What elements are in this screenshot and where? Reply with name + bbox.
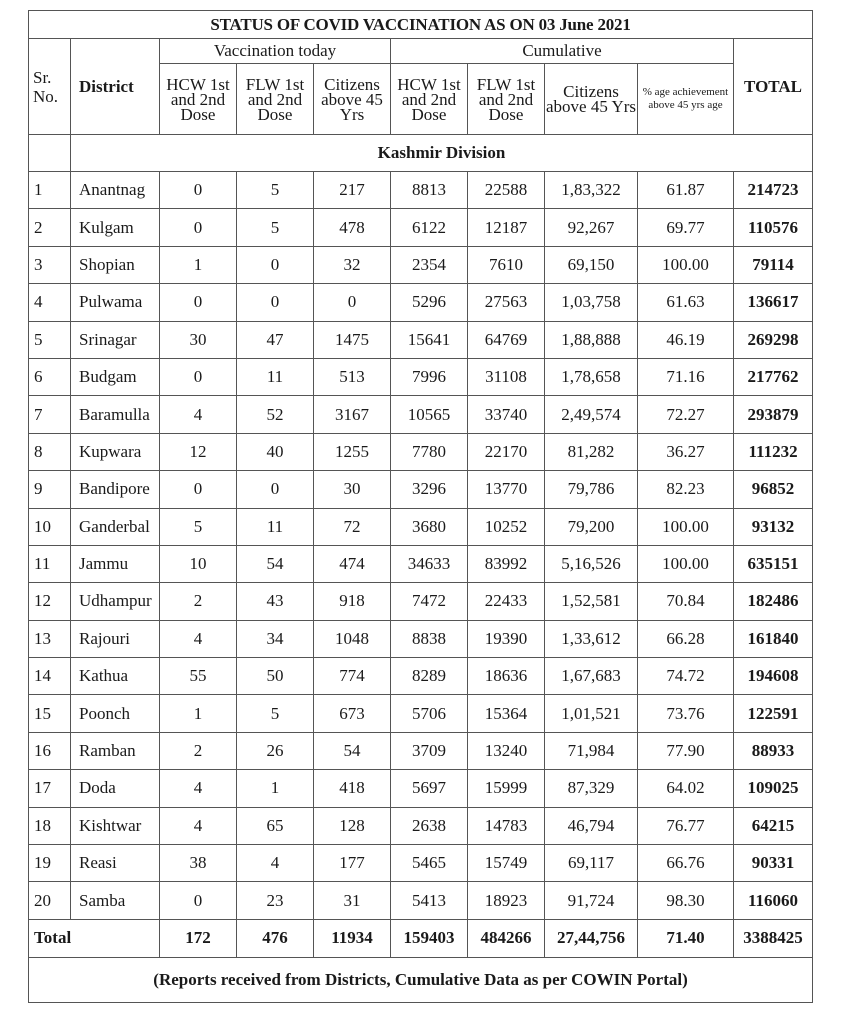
- cum-pct-cell: 36.27: [638, 433, 734, 470]
- cum-flw-cell: 31108: [468, 358, 545, 395]
- sr-no-cell: 6: [29, 358, 71, 395]
- total-cell: 269298: [734, 321, 813, 358]
- today-flw-cell: 23: [237, 882, 314, 919]
- sr-no-cell: 3: [29, 246, 71, 283]
- sr-no-cell: 1: [29, 172, 71, 209]
- today-flw-cell: 5: [237, 172, 314, 209]
- today-flw-header: FLW 1st and 2nd Dose: [237, 64, 314, 135]
- cum-flw-header: FLW 1st and 2nd Dose: [468, 64, 545, 135]
- cum-flw-cell: 33740: [468, 396, 545, 433]
- cum-hcw-cell: 7996: [391, 358, 468, 395]
- cum-citizens-cell: 1,67,683: [545, 658, 638, 695]
- district-cell: Bandipore: [71, 471, 160, 508]
- district-cell: Budgam: [71, 358, 160, 395]
- cum-pct-header: % age achievement above 45 yrs age: [638, 64, 734, 135]
- today-citizens-cell: 474: [314, 545, 391, 582]
- today-hcw-cell: 0: [160, 358, 237, 395]
- today-citizens-cell: 3167: [314, 396, 391, 433]
- today-hcw-cell: 4: [160, 807, 237, 844]
- division-label: Kashmir Division: [71, 135, 813, 172]
- cum-citizens-cell: 1,78,658: [545, 358, 638, 395]
- table-row: [29, 396, 813, 433]
- cum-hcw-cell: 5296: [391, 284, 468, 321]
- cum-flw-cell: 22433: [468, 583, 545, 620]
- cum-citizens-cell: 46,794: [545, 807, 638, 844]
- vaccination-today-header: Vaccination today: [160, 39, 391, 64]
- today-citizens-cell: 30: [314, 471, 391, 508]
- total-today-hcw-cell: 172: [160, 919, 237, 957]
- today-citizens-cell: 217: [314, 172, 391, 209]
- today-citizens-cell: 177: [314, 845, 391, 882]
- division-blank-cell: [29, 135, 71, 172]
- total-cell: 90331: [734, 845, 813, 882]
- cum-citizens-cell: 1,01,521: [545, 695, 638, 732]
- cum-flw-cell: 27563: [468, 284, 545, 321]
- today-flw-cell: 26: [237, 732, 314, 769]
- today-hcw-cell: 2: [160, 583, 237, 620]
- today-flw-cell: 50: [237, 658, 314, 695]
- cum-flw-cell: 13770: [468, 471, 545, 508]
- cum-citizens-cell: 81,282: [545, 433, 638, 470]
- cum-hcw-cell: 7780: [391, 433, 468, 470]
- today-citizens-cell: 513: [314, 358, 391, 395]
- district-cell: Poonch: [71, 695, 160, 732]
- district-cell: Udhampur: [71, 583, 160, 620]
- today-hcw-cell: 4: [160, 620, 237, 657]
- cum-pct-cell: 100.00: [638, 545, 734, 582]
- today-citizens-cell: 72: [314, 508, 391, 545]
- total-cell: 96852: [734, 471, 813, 508]
- cum-citizens-cell: 92,267: [545, 209, 638, 246]
- cum-hcw-cell: 2354: [391, 246, 468, 283]
- sr-no-cell: 20: [29, 882, 71, 919]
- cum-citizens-cell: 69,117: [545, 845, 638, 882]
- table-row: [29, 583, 813, 620]
- cum-hcw-cell: 5697: [391, 770, 468, 807]
- sr-no-cell: 13: [29, 620, 71, 657]
- today-hcw-cell: 0: [160, 882, 237, 919]
- total-cum-citizens-cell: 27,44,756: [545, 919, 638, 957]
- cum-hcw-cell: 8838: [391, 620, 468, 657]
- cum-hcw-cell: 34633: [391, 545, 468, 582]
- today-flw-cell: 11: [237, 508, 314, 545]
- total-cell: 161840: [734, 620, 813, 657]
- district-cell: Rajouri: [71, 620, 160, 657]
- sr-no-cell: 19: [29, 845, 71, 882]
- total-cell: 79114: [734, 246, 813, 283]
- cum-hcw-cell: 3709: [391, 732, 468, 769]
- table-row: [29, 545, 813, 582]
- cum-hcw-cell: 15641: [391, 321, 468, 358]
- total-cell: 111232: [734, 433, 813, 470]
- total-cell: 93132: [734, 508, 813, 545]
- total-cell: 194608: [734, 658, 813, 695]
- total-cum-pct-cell: 71.40: [638, 919, 734, 957]
- today-flw-cell: 52: [237, 396, 314, 433]
- cum-pct-cell: 100.00: [638, 246, 734, 283]
- cum-citizens-cell: 71,984: [545, 732, 638, 769]
- cum-pct-cell: 66.28: [638, 620, 734, 657]
- cum-flw-cell: 15999: [468, 770, 545, 807]
- table-row: [29, 620, 813, 657]
- total-cell: 214723: [734, 172, 813, 209]
- today-flw-cell: 54: [237, 545, 314, 582]
- total-cell: 64215: [734, 807, 813, 844]
- cum-citizens-cell: 79,200: [545, 508, 638, 545]
- cum-flw-cell: 22588: [468, 172, 545, 209]
- total-today-citizens-cell: 11934: [314, 919, 391, 957]
- sr-no-cell: 5: [29, 321, 71, 358]
- today-citizens-cell: 1475: [314, 321, 391, 358]
- sr-no-header: Sr. No.: [29, 39, 71, 135]
- table-row: [29, 882, 813, 919]
- today-citizens-cell: 673: [314, 695, 391, 732]
- today-citizens-cell: 54: [314, 732, 391, 769]
- total-header: TOTAL: [734, 39, 813, 135]
- today-citizens-cell: 31: [314, 882, 391, 919]
- total-cell: 293879: [734, 396, 813, 433]
- district-cell: Anantnag: [71, 172, 160, 209]
- today-flw-cell: 11: [237, 358, 314, 395]
- report-title: STATUS OF COVID VACCINATION AS ON 03 June 2021: [29, 11, 813, 39]
- cum-pct-cell: 100.00: [638, 508, 734, 545]
- cum-pct-cell: 73.76: [638, 695, 734, 732]
- cum-hcw-cell: 3680: [391, 508, 468, 545]
- today-flw-cell: 4: [237, 845, 314, 882]
- today-flw-cell: 0: [237, 246, 314, 283]
- cum-pct-cell: 70.84: [638, 583, 734, 620]
- table-row: [29, 284, 813, 321]
- district-cell: Samba: [71, 882, 160, 919]
- sr-no-cell: 17: [29, 770, 71, 807]
- cum-pct-cell: 61.87: [638, 172, 734, 209]
- table-row: [29, 508, 813, 545]
- today-citizens-header: Citizens above 45 Yrs: [314, 64, 391, 135]
- cum-pct-cell: 69.77: [638, 209, 734, 246]
- cumulative-header: Cumulative: [391, 39, 734, 64]
- table-row: [29, 246, 813, 283]
- cum-hcw-cell: 8289: [391, 658, 468, 695]
- cum-citizens-header: Citizens above 45 Yrs: [545, 64, 638, 135]
- today-hcw-cell: 0: [160, 471, 237, 508]
- table-row: [29, 695, 813, 732]
- district-cell: Jammu: [71, 545, 160, 582]
- sr-no-cell: 2: [29, 209, 71, 246]
- cum-hcw-cell: 7472: [391, 583, 468, 620]
- total-cell: 116060: [734, 882, 813, 919]
- cum-citizens-cell: 91,724: [545, 882, 638, 919]
- cum-flw-cell: 18636: [468, 658, 545, 695]
- table-row: [29, 807, 813, 844]
- cum-hcw-cell: 8813: [391, 172, 468, 209]
- cum-flw-cell: 7610: [468, 246, 545, 283]
- today-hcw-cell: 0: [160, 284, 237, 321]
- district-cell: Kishtwar: [71, 807, 160, 844]
- today-flw-cell: 34: [237, 620, 314, 657]
- total-cell: 635151: [734, 545, 813, 582]
- today-citizens-cell: 918: [314, 583, 391, 620]
- total-cum-hcw-cell: 159403: [391, 919, 468, 957]
- cum-pct-cell: 61.63: [638, 284, 734, 321]
- today-flw-cell: 5: [237, 695, 314, 732]
- cum-pct-cell: 66.76: [638, 845, 734, 882]
- sr-no-cell: 4: [29, 284, 71, 321]
- today-hcw-header: HCW 1st and 2nd Dose: [160, 64, 237, 135]
- today-citizens-cell: 0: [314, 284, 391, 321]
- cum-pct-cell: 46.19: [638, 321, 734, 358]
- district-cell: Kathua: [71, 658, 160, 695]
- district-cell: Pulwama: [71, 284, 160, 321]
- table-row: [29, 471, 813, 508]
- today-flw-cell: 5: [237, 209, 314, 246]
- cum-hcw-cell: 2638: [391, 807, 468, 844]
- today-hcw-cell: 1: [160, 246, 237, 283]
- today-citizens-cell: 1255: [314, 433, 391, 470]
- district-cell: Doda: [71, 770, 160, 807]
- cum-citizens-cell: 1,52,581: [545, 583, 638, 620]
- total-cell: 122591: [734, 695, 813, 732]
- table-row: [29, 321, 813, 358]
- total-cell: 136617: [734, 284, 813, 321]
- cum-pct-cell: 77.90: [638, 732, 734, 769]
- cum-flw-cell: 64769: [468, 321, 545, 358]
- total-cell: 182486: [734, 583, 813, 620]
- today-hcw-cell: 5: [160, 508, 237, 545]
- today-citizens-cell: 478: [314, 209, 391, 246]
- district-cell: Srinagar: [71, 321, 160, 358]
- sr-no-cell: 11: [29, 545, 71, 582]
- sr-no-cell: 16: [29, 732, 71, 769]
- table-row: [29, 172, 813, 209]
- total-total-cell: 3388425: [734, 919, 813, 957]
- cum-flw-cell: 13240: [468, 732, 545, 769]
- total-label: Total: [29, 919, 160, 957]
- cum-flw-cell: 12187: [468, 209, 545, 246]
- cum-citizens-cell: 2,49,574: [545, 396, 638, 433]
- today-hcw-cell: 2: [160, 732, 237, 769]
- cum-flw-cell: 10252: [468, 508, 545, 545]
- cum-pct-cell: 82.23: [638, 471, 734, 508]
- sr-no-cell: 15: [29, 695, 71, 732]
- total-cell: 88933: [734, 732, 813, 769]
- sr-no-cell: 7: [29, 396, 71, 433]
- today-citizens-cell: 1048: [314, 620, 391, 657]
- district-cell: Ramban: [71, 732, 160, 769]
- district-cell: Shopian: [71, 246, 160, 283]
- today-hcw-cell: 1: [160, 695, 237, 732]
- cum-hcw-cell: 5706: [391, 695, 468, 732]
- table-row: [29, 358, 813, 395]
- today-flw-cell: 43: [237, 583, 314, 620]
- cum-citizens-cell: 5,16,526: [545, 545, 638, 582]
- district-cell: Ganderbal: [71, 508, 160, 545]
- cum-citizens-cell: 1,33,612: [545, 620, 638, 657]
- cum-pct-cell: 71.16: [638, 358, 734, 395]
- today-citizens-cell: 774: [314, 658, 391, 695]
- today-hcw-cell: 55: [160, 658, 237, 695]
- sr-no-cell: 14: [29, 658, 71, 695]
- today-hcw-cell: 0: [160, 172, 237, 209]
- district-cell: Kupwara: [71, 433, 160, 470]
- total-cell: 217762: [734, 358, 813, 395]
- cum-citizens-cell: 69,150: [545, 246, 638, 283]
- cum-hcw-cell: 6122: [391, 209, 468, 246]
- sr-no-cell: 12: [29, 583, 71, 620]
- today-flw-cell: 0: [237, 471, 314, 508]
- cum-pct-cell: 76.77: [638, 807, 734, 844]
- table-row: [29, 732, 813, 769]
- cum-hcw-cell: 3296: [391, 471, 468, 508]
- cum-flw-cell: 22170: [468, 433, 545, 470]
- cum-pct-cell: 72.27: [638, 396, 734, 433]
- cum-citizens-cell: 87,329: [545, 770, 638, 807]
- today-flw-cell: 47: [237, 321, 314, 358]
- cum-hcw-cell: 5413: [391, 882, 468, 919]
- district-cell: Kulgam: [71, 209, 160, 246]
- today-citizens-cell: 128: [314, 807, 391, 844]
- total-today-flw-cell: 476: [237, 919, 314, 957]
- cum-pct-cell: 64.02: [638, 770, 734, 807]
- today-hcw-cell: 0: [160, 209, 237, 246]
- cum-citizens-cell: 1,03,758: [545, 284, 638, 321]
- total-cell: 109025: [734, 770, 813, 807]
- cum-citizens-cell: 79,786: [545, 471, 638, 508]
- cum-pct-cell: 98.30: [638, 882, 734, 919]
- today-flw-cell: 65: [237, 807, 314, 844]
- cum-flw-cell: 19390: [468, 620, 545, 657]
- today-hcw-cell: 12: [160, 433, 237, 470]
- table-row: [29, 845, 813, 882]
- today-citizens-cell: 418: [314, 770, 391, 807]
- total-cell: 110576: [734, 209, 813, 246]
- today-citizens-cell: 32: [314, 246, 391, 283]
- today-hcw-cell: 4: [160, 770, 237, 807]
- cum-hcw-header: HCW 1st and 2nd Dose: [391, 64, 468, 135]
- table-row: [29, 658, 813, 695]
- sr-no-cell: 18: [29, 807, 71, 844]
- today-hcw-cell: 30: [160, 321, 237, 358]
- today-hcw-cell: 4: [160, 396, 237, 433]
- total-row: [29, 919, 813, 957]
- cum-pct-cell: 74.72: [638, 658, 734, 695]
- district-cell: Reasi: [71, 845, 160, 882]
- today-flw-cell: 40: [237, 433, 314, 470]
- table-row: [29, 770, 813, 807]
- sr-no-cell: 10: [29, 508, 71, 545]
- cum-flw-cell: 15364: [468, 695, 545, 732]
- table-row: [29, 209, 813, 246]
- cum-flw-cell: 14783: [468, 807, 545, 844]
- sr-no-cell: 9: [29, 471, 71, 508]
- footer-note: (Reports received from Districts, Cumulative Data as per COWIN Portal): [29, 957, 813, 1002]
- total-cum-flw-cell: 484266: [468, 919, 545, 957]
- today-hcw-cell: 10: [160, 545, 237, 582]
- cum-citizens-cell: 1,83,322: [545, 172, 638, 209]
- cum-citizens-cell: 1,88,888: [545, 321, 638, 358]
- today-flw-cell: 1: [237, 770, 314, 807]
- today-hcw-cell: 38: [160, 845, 237, 882]
- cum-flw-cell: 15749: [468, 845, 545, 882]
- cum-flw-cell: 18923: [468, 882, 545, 919]
- cum-flw-cell: 83992: [468, 545, 545, 582]
- sr-no-cell: 8: [29, 433, 71, 470]
- district-cell: Baramulla: [71, 396, 160, 433]
- district-header: District: [71, 39, 160, 135]
- table-row: [29, 433, 813, 470]
- today-flw-cell: 0: [237, 284, 314, 321]
- cum-hcw-cell: 10565: [391, 396, 468, 433]
- cum-hcw-cell: 5465: [391, 845, 468, 882]
- vaccination-status-table: [28, 10, 813, 1003]
